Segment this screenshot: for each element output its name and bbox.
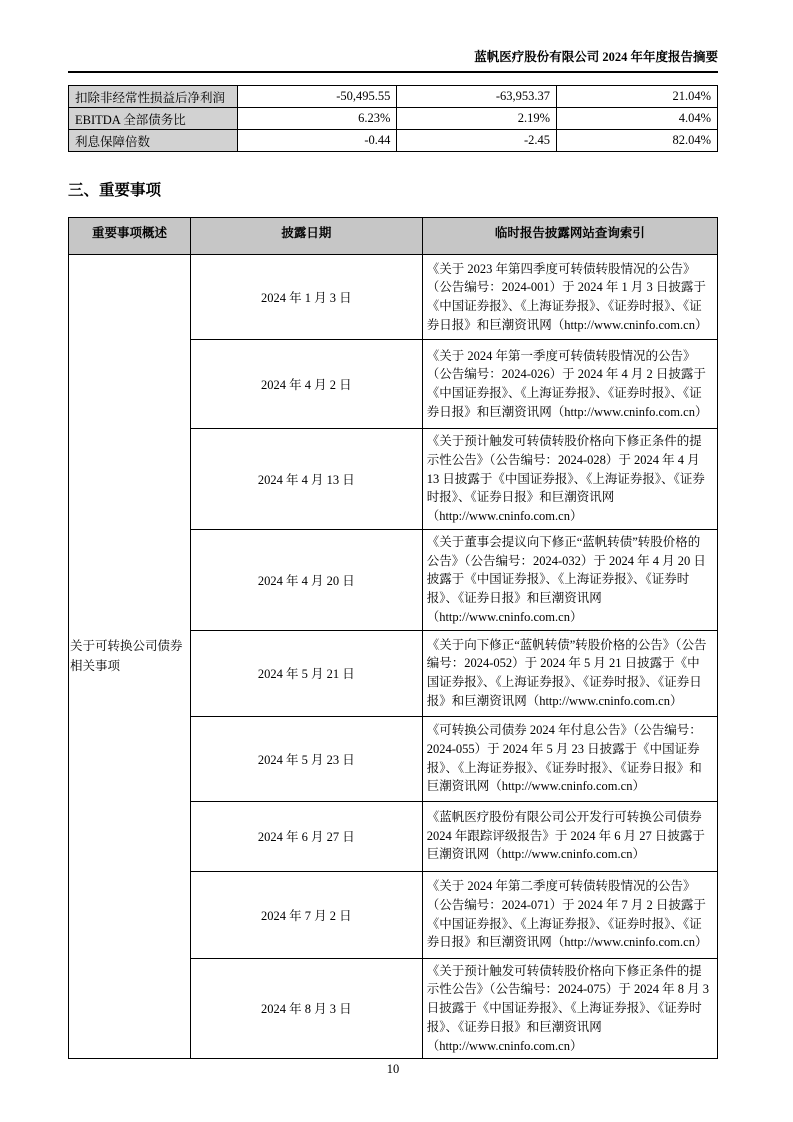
disclosure-date: 2024 年 5 月 23 日 (191, 716, 423, 801)
metric-value: 6.23% (237, 108, 397, 130)
metric-value: 2.19% (397, 108, 557, 130)
disclosure-date: 2024 年 7 月 2 日 (191, 871, 423, 958)
section-title: 三、重要事项 (68, 182, 162, 199)
event-category-cell: 关于可转换公司债券相关事项 (69, 255, 191, 1059)
disclosure-date: 2024 年 1 月 3 日 (191, 255, 423, 340)
running-header (68, 50, 718, 73)
table-row (69, 255, 718, 340)
metric-value: -0.44 (237, 130, 397, 152)
column-header-date: 披露日期 (191, 218, 423, 255)
disclosure-index: 《关于预计触发可转债转股价格向下修正条件的提示性公告》（公告编号：2024-028）于 2024 年 4 月 13 日披露于《中国证券报》、《上海证券报》、《证券时报》、《证券日报》和巨潮资讯网（http://www.cninfo.com.cn） (422, 429, 717, 530)
disclosure-date: 2024 年 4 月 20 日 (191, 529, 423, 630)
document-title: 蓝帆医疗股份有限公司 2024 年年度报告摘要 (474, 50, 718, 64)
disclosure-index: 《关于 2024 年第一季度可转债转股情况的公告》（公告编号：2024-026）于 2024 年 4 月 2 日披露于《中国证券报》、《上海证券报》、《证券时报》、《证券日报》和巨潮资讯网（http://www.cninfo.com.cn） (422, 340, 717, 429)
financial-metrics-table (68, 85, 718, 152)
table-row (69, 108, 718, 130)
metric-value: -2.45 (397, 130, 557, 152)
table-header-row (69, 218, 718, 255)
important-events-table (68, 217, 718, 1059)
disclosure-index: 《关于预计触发可转债转股价格向下修正条件的提示性公告》（公告编号：2024-075）于 2024 年 8 月 3 日披露于《中国证券报》、《上海证券报》、《证券时报》、《证券日报》和巨潮资讯网（http://www.cninfo.com.cn） (422, 958, 717, 1059)
page-number: 10 (386, 1062, 400, 1077)
disclosure-date: 2024 年 5 月 21 日 (191, 630, 423, 716)
disclosure-index: 《关于董事会提议向下修正“蓝帆转债”转股价格的公告》（公告编号：2024-032）于 2024 年 4 月 20 日披露于《中国证券报》、《上海证券报》、《证券时报》、《证券日报》和巨潮资讯网（http://www.cninfo.com.cn） (422, 529, 717, 630)
metric-value: 82.04% (557, 130, 718, 152)
metric-value: -63,953.37 (397, 86, 557, 108)
disclosure-date: 2024 年 4 月 13 日 (191, 429, 423, 530)
column-header-index: 临时报告披露网站查询索引 (422, 218, 717, 255)
disclosure-index: 《关于 2024 年第二季度可转债转股情况的公告》（公告编号：2024-071）于 2024 年 7 月 2 日披露于《中国证券报》、《上海证券报》、《证券时报》、《证券日报》和巨潮资讯网（http://www.cninfo.com.cn） (422, 871, 717, 958)
disclosure-index: 《关于向下修正“蓝帆转债”转股价格的公告》（公告编号：2024-052）于 2024 年 5 月 21 日披露于《中国证券报》、《上海证券报》、《证券时报》、《证券日报》和巨潮资讯网（http://www.cninfo.com.cn） (422, 630, 717, 716)
column-header-summary: 重要事项概述 (69, 218, 191, 255)
table-row (69, 130, 718, 152)
disclosure-index: 《可转换公司债券 2024 年付息公告》（公告编号：2024-055）于 2024 年 5 月 23 日披露于《中国证券报》、《上海证券报》、《证券时报》、《证券日报》和巨潮资讯网（http://www.cninfo.com.cn） (422, 716, 717, 801)
disclosure-date: 2024 年 6 月 27 日 (191, 801, 423, 871)
metric-value: 21.04% (557, 86, 718, 108)
disclosure-index: 《关于 2023 年第四季度可转债转股情况的公告》（公告编号：2024-001）于 2024 年 1 月 3 日披露于《中国证券报》、《上海证券报》、《证券时报》、《证券日报》和巨潮资讯网（http://www.cninfo.com.cn） (422, 255, 717, 340)
disclosure-date: 2024 年 4 月 2 日 (191, 340, 423, 429)
metric-value: -50,495.55 (237, 86, 397, 108)
metric-value: 4.04% (557, 108, 718, 130)
disclosure-date: 2024 年 8 月 3 日 (191, 958, 423, 1059)
metric-label: 扣除非经常性损益后净利润 (69, 86, 238, 108)
table-row (69, 86, 718, 108)
page-content (68, 0, 718, 1077)
disclosure-index: 《蓝帆医疗股份有限公司公开发行可转换公司债券 2024 年跟踪评级报告》于 2024 年 6 月 27 日披露于巨潮资讯网（http://www.cninfo.com.cn） (422, 801, 717, 871)
metric-label: EBITDA 全部债务比 (69, 108, 238, 130)
metric-label: 利息保障倍数 (69, 130, 238, 152)
